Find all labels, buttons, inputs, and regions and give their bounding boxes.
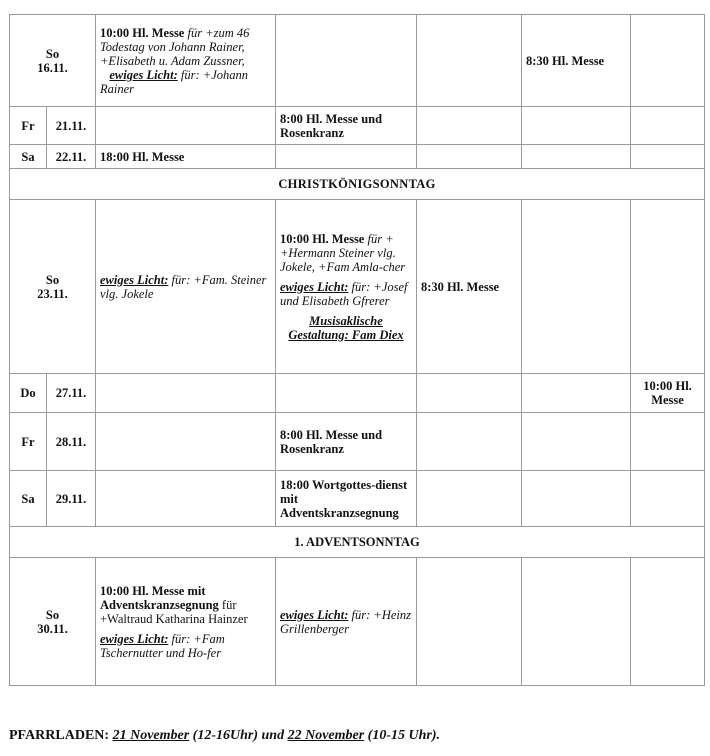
entry-cell: 18:00 Hl. Messe (96, 145, 276, 169)
empty-cell (631, 558, 705, 686)
notice-label: PFARRLADEN: (9, 728, 110, 743)
empty-cell (522, 558, 631, 686)
empty-cell (522, 374, 631, 413)
table-row (10, 558, 705, 686)
empty-cell (631, 145, 705, 169)
notice-time: (10-15 Uhr). (367, 728, 441, 743)
empty-cell (631, 471, 705, 527)
date-cell: 27.11. (47, 374, 96, 413)
empty-cell (631, 200, 705, 374)
weekday-cell: Fr (10, 413, 47, 471)
notice-date: 22 November (287, 728, 365, 743)
empty-cell (631, 107, 705, 145)
table-row (10, 145, 705, 169)
empty-cell (276, 374, 417, 413)
table-row (10, 107, 705, 145)
empty-cell (522, 471, 631, 527)
entry-cell: 10:00 Hl. Messe mit Adventskranzsegnung für +Waltraud Katharina Hainzer ewiges Licht: für: +Fam Tschernutter und Ho-fer (96, 558, 276, 686)
empty-cell (417, 413, 522, 471)
empty-cell (96, 374, 276, 413)
empty-cell (522, 107, 631, 145)
weekday-cell: Sa (10, 145, 47, 169)
empty-cell (96, 413, 276, 471)
empty-cell (96, 471, 276, 527)
empty-cell (417, 107, 522, 145)
notice-date: 21 November (112, 728, 190, 743)
weekday-cell: Do (10, 374, 47, 413)
empty-cell (417, 15, 522, 107)
feast-title: CHRISTKÖNIGSONNTAG (10, 169, 705, 200)
entry-cell: ewiges Licht: für: +Fam. Steiner vlg. Jokele (96, 200, 276, 374)
empty-cell (522, 200, 631, 374)
day-cell: So 16.11. (10, 15, 96, 107)
empty-cell (417, 374, 522, 413)
entry-cell: 8:30 Hl. Messe (522, 15, 631, 107)
table-row (10, 15, 705, 107)
weekday-cell: Sa (10, 471, 47, 527)
entry-cell: 8:30 Hl. Messe (417, 200, 522, 374)
empty-cell (276, 145, 417, 169)
date-cell: 29.11. (47, 471, 96, 527)
entry-cell: 10:00 Hl. Messe (631, 374, 705, 413)
feast-row (10, 527, 705, 558)
entry-cell: 18:00 Wortgottes-dienst mit Adventskranzsegnung (276, 471, 417, 527)
feast-row (10, 169, 705, 200)
empty-cell (417, 471, 522, 527)
date-cell: 21.11. (47, 107, 96, 145)
entry-cell: ewiges Licht: für: +Heinz Grillenberger (276, 558, 417, 686)
table-row (10, 200, 705, 374)
day-cell: So 30.11. (10, 558, 96, 686)
empty-cell (417, 145, 522, 169)
entry-cell: 8:00 Hl. Messe und Rosenkranz (276, 107, 417, 145)
pfarrladen-notice (9, 728, 440, 744)
empty-cell (522, 413, 631, 471)
table-row (10, 413, 705, 471)
weekday-cell: Fr (10, 107, 47, 145)
table-row (10, 374, 705, 413)
empty-cell (631, 15, 705, 107)
empty-cell (522, 145, 631, 169)
empty-cell (417, 558, 522, 686)
schedule-table (9, 14, 705, 686)
notice-time: (12-16Uhr) und (192, 728, 285, 743)
feast-title: 1. ADVENTSONNTAG (10, 527, 705, 558)
date-cell: 22.11. (47, 145, 96, 169)
empty-cell (631, 413, 705, 471)
empty-cell (276, 15, 417, 107)
day-cell: So 23.11. (10, 200, 96, 374)
table-row (10, 471, 705, 527)
entry-cell: 10:00 Hl. Messe für +zum 46 Todestag von Johann Rainer, +Elisabeth u. Adam Zussner, ewiges Licht: für: +Johann Rainer (96, 15, 276, 107)
empty-cell (96, 107, 276, 145)
entry-cell: 10:00 Hl. Messe für + +Hermann Steiner vlg. Jokele, +Fam Amla-cher ewiges Licht: für: +Josef und Elisabeth Gfrerer Musisaklische Gestaltung: Fam Diex (276, 200, 417, 374)
date-cell: 28.11. (47, 413, 96, 471)
entry-cell: 8:00 Hl. Messe und Rosenkranz (276, 413, 417, 471)
